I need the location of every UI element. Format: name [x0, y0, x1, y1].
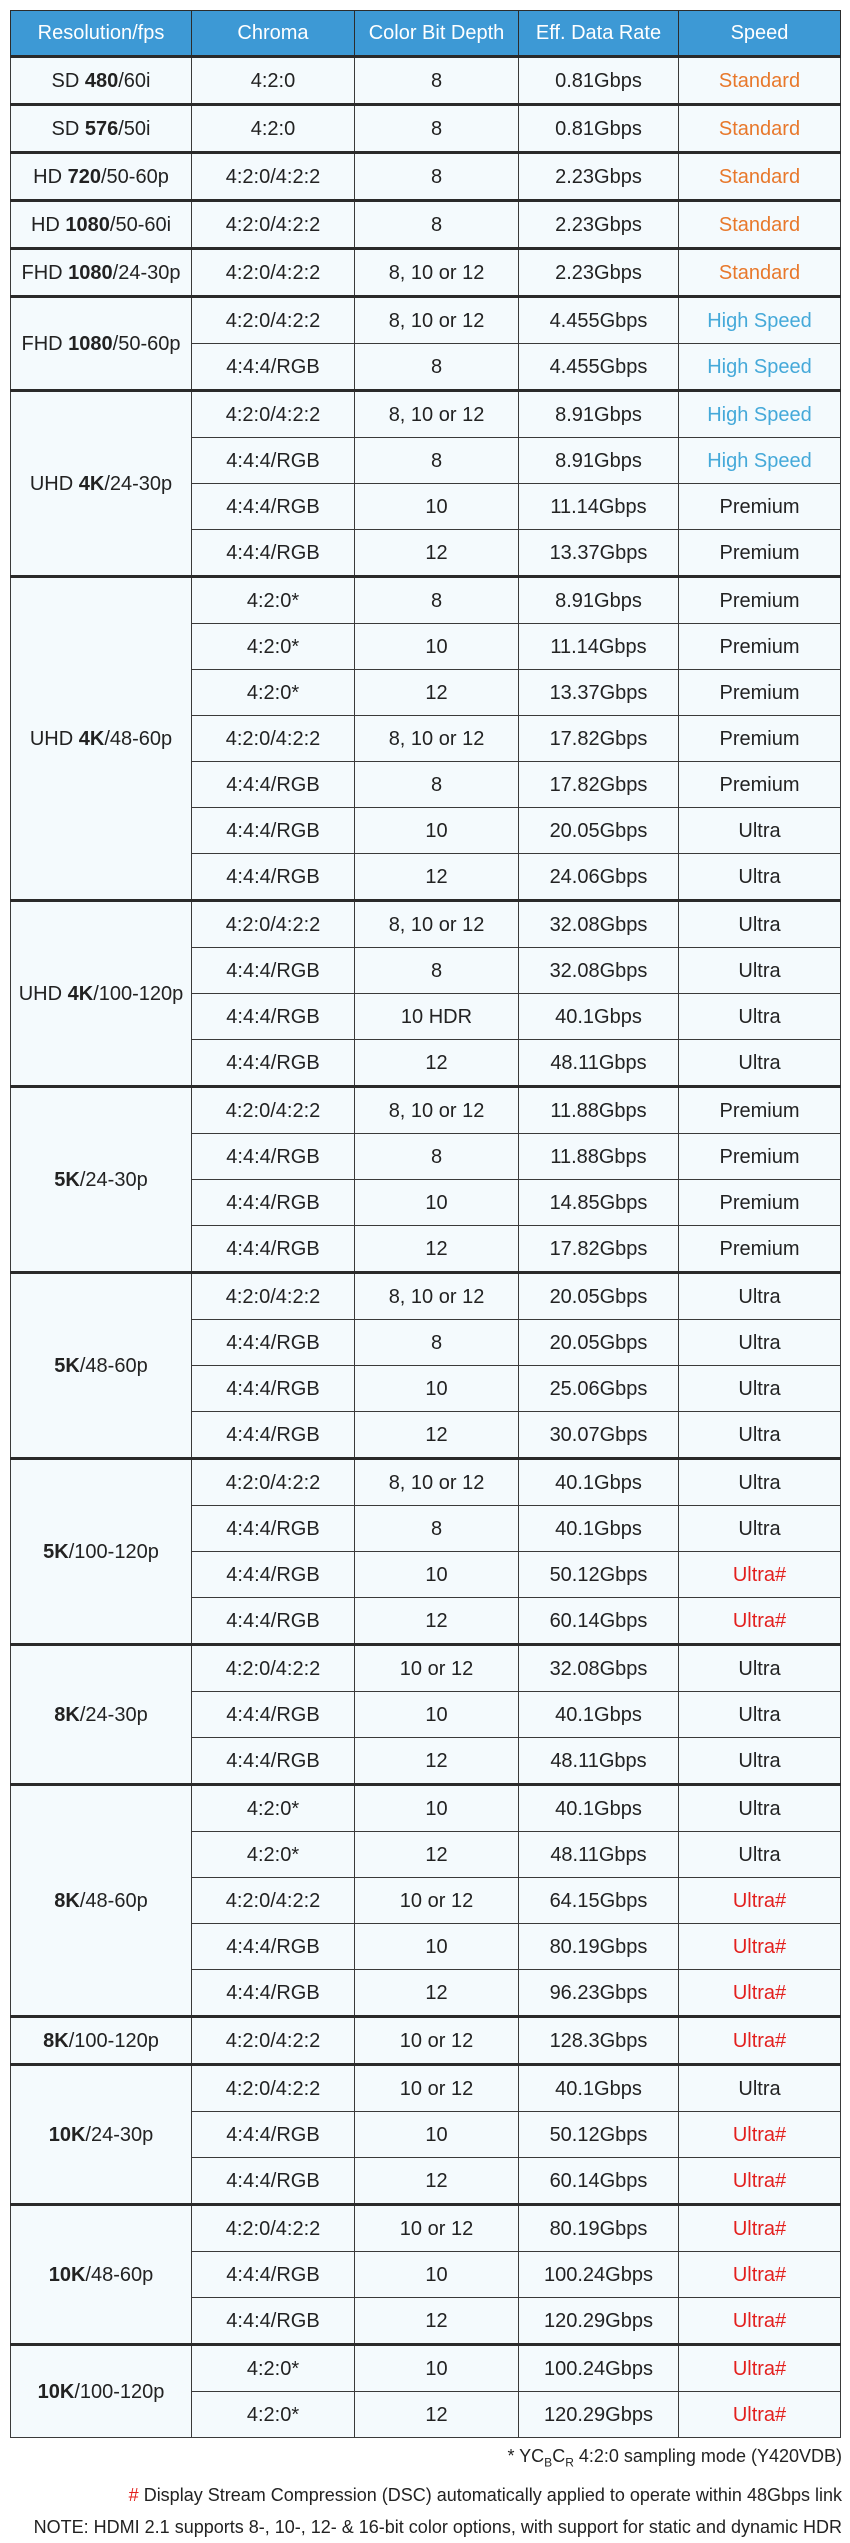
data-rate-cell: 120.29Gbps [519, 2392, 679, 2438]
speed-cell: Premium [679, 1180, 841, 1226]
table-row [11, 1273, 841, 1320]
data-rate-cell: 40.1Gbps [519, 1692, 679, 1738]
bit-depth-cell: 10 [355, 1692, 519, 1738]
table-row [11, 249, 841, 297]
speed-cell: Ultra# [679, 2298, 841, 2345]
bit-depth-cell: 8, 10 or 12 [355, 716, 519, 762]
chroma-cell: 4:4:4/RGB [192, 1226, 355, 1273]
data-rate-cell: 14.85Gbps [519, 1180, 679, 1226]
chroma-cell: 4:2:0/4:2:2 [192, 2205, 355, 2252]
chroma-cell: 4:4:4/RGB [192, 854, 355, 901]
bit-depth-cell: 10 [355, 1924, 519, 1970]
resolution-cell: HD 720/50-60p [11, 153, 192, 201]
resolution-cell: 8K/100-120p [11, 2017, 192, 2065]
bit-depth-cell: 8 [355, 344, 519, 391]
data-rate-cell: 40.1Gbps [519, 1785, 679, 1832]
bit-depth-cell: 8 [355, 948, 519, 994]
data-rate-cell: 4.455Gbps [519, 344, 679, 391]
chroma-cell: 4:2:0/4:2:2 [192, 2065, 355, 2112]
chroma-cell: 4:2:0* [192, 624, 355, 670]
header-row [11, 11, 841, 57]
data-rate-cell: 50.12Gbps [519, 1552, 679, 1598]
data-rate-cell: 80.19Gbps [519, 2205, 679, 2252]
data-rate-cell: 8.91Gbps [519, 577, 679, 624]
speed-cell: Ultra# [679, 1598, 841, 1645]
chroma-cell: 4:4:4/RGB [192, 1692, 355, 1738]
chroma-cell: 4:4:4/RGB [192, 2298, 355, 2345]
data-rate-cell: 20.05Gbps [519, 1320, 679, 1366]
speed-cell: Standard [679, 105, 841, 153]
data-rate-cell: 24.06Gbps [519, 854, 679, 901]
speed-cell: Premium [679, 484, 841, 530]
data-rate-cell: 2.23Gbps [519, 249, 679, 297]
speed-cell: Ultra [679, 994, 841, 1040]
table-body [11, 57, 841, 2438]
data-rate-cell: 4.455Gbps [519, 297, 679, 344]
bit-depth-cell: 10 [355, 484, 519, 530]
speed-cell: Ultra [679, 1785, 841, 1832]
bit-depth-cell: 10 or 12 [355, 2205, 519, 2252]
bit-depth-cell: 12 [355, 2158, 519, 2205]
header-resolution: Resolution/fps [11, 11, 192, 57]
data-rate-cell: 100.24Gbps [519, 2252, 679, 2298]
header-bit-depth: Color Bit Depth [355, 11, 519, 57]
chroma-cell: 4:2:0 [192, 105, 355, 153]
table-row [11, 57, 841, 105]
speed-cell: High Speed [679, 297, 841, 344]
data-rate-cell: 32.08Gbps [519, 1645, 679, 1692]
data-rate-cell: 17.82Gbps [519, 762, 679, 808]
chroma-cell: 4:2:0/4:2:2 [192, 1878, 355, 1924]
chroma-cell: 4:4:4/RGB [192, 344, 355, 391]
resolution-cell: UHD 4K/48-60p [11, 577, 192, 901]
data-rate-cell: 120.29Gbps [519, 2298, 679, 2345]
speed-cell: Ultra [679, 1412, 841, 1459]
chroma-cell: 4:2:0/4:2:2 [192, 1645, 355, 1692]
speed-cell: Premium [679, 1134, 841, 1180]
table-row [11, 1087, 841, 1134]
speed-cell: Ultra [679, 2065, 841, 2112]
data-rate-cell: 40.1Gbps [519, 1459, 679, 1506]
bit-depth-cell: 8 [355, 57, 519, 105]
bit-depth-cell: 8, 10 or 12 [355, 1459, 519, 1506]
data-rate-cell: 80.19Gbps [519, 1924, 679, 1970]
data-rate-cell: 30.07Gbps [519, 1412, 679, 1459]
bit-depth-cell: 8 [355, 1134, 519, 1180]
footnote-ycbcr: * $YC_BC_R$ 4:2:0 sampling mode (Y420VDB) [507, 2446, 842, 2470]
resolution-cell: HD 1080/50-60i [11, 201, 192, 249]
data-rate-cell: 40.1Gbps [519, 1506, 679, 1552]
bit-depth-cell: 8 [355, 762, 519, 808]
chroma-cell: 4:2:0* [192, 2345, 355, 2392]
speed-cell: Premium [679, 1087, 841, 1134]
data-rate-cell: 13.37Gbps [519, 670, 679, 716]
chroma-cell: 4:4:4/RGB [192, 2112, 355, 2158]
bit-depth-cell: 8, 10 or 12 [355, 297, 519, 344]
bit-depth-cell: 10 [355, 2112, 519, 2158]
speed-cell: Ultra# [679, 2017, 841, 2065]
bit-depth-cell: 8, 10 or 12 [355, 901, 519, 948]
speed-cell: Ultra [679, 1692, 841, 1738]
chroma-cell: 4:2:0/4:2:2 [192, 716, 355, 762]
chroma-cell: 4:4:4/RGB [192, 994, 355, 1040]
table-row [11, 153, 841, 201]
chroma-cell: 4:4:4/RGB [192, 1320, 355, 1366]
chroma-cell: 4:4:4/RGB [192, 1506, 355, 1552]
chroma-cell: 4:4:4/RGB [192, 438, 355, 484]
chroma-cell: 4:2:0/4:2:2 [192, 201, 355, 249]
data-rate-cell: 100.24Gbps [519, 2345, 679, 2392]
table-row [11, 901, 841, 948]
bit-depth-cell: 12 [355, 1040, 519, 1087]
bit-depth-cell: 10 [355, 624, 519, 670]
chroma-cell: 4:4:4/RGB [192, 808, 355, 854]
header-chroma: Chroma [192, 11, 355, 57]
speed-cell: Ultra# [679, 2392, 841, 2438]
resolution-cell: 5K/24-30p [11, 1087, 192, 1273]
table-row [11, 201, 841, 249]
speed-cell: Ultra [679, 1832, 841, 1878]
data-rate-cell: 0.81Gbps [519, 57, 679, 105]
speed-cell: High Speed [679, 344, 841, 391]
resolution-cell: SD 480/60i [11, 57, 192, 105]
data-rate-cell: 0.81Gbps [519, 105, 679, 153]
bit-depth-cell: 8, 10 or 12 [355, 249, 519, 297]
speed-cell: High Speed [679, 391, 841, 438]
resolution-cell: 8K/48-60p [11, 1785, 192, 2017]
resolution-cell: 10K/24-30p [11, 2065, 192, 2205]
bit-depth-cell: 12 [355, 1832, 519, 1878]
table-row [11, 2017, 841, 2065]
resolution-cell: UHD 4K/100-120p [11, 901, 192, 1087]
speed-cell: Ultra [679, 1459, 841, 1506]
data-rate-cell: 40.1Gbps [519, 994, 679, 1040]
bit-depth-cell: 10 [355, 2345, 519, 2392]
chroma-cell: 4:2:0/4:2:2 [192, 1087, 355, 1134]
chroma-cell: 4:4:4/RGB [192, 2158, 355, 2205]
chroma-cell: 4:4:4/RGB [192, 1924, 355, 1970]
bit-depth-cell: 10 or 12 [355, 2017, 519, 2065]
bit-depth-cell: 10 [355, 1366, 519, 1412]
chroma-cell: 4:2:0/4:2:2 [192, 901, 355, 948]
data-rate-cell: 11.14Gbps [519, 484, 679, 530]
resolution-cell: 8K/24-30p [11, 1645, 192, 1785]
chroma-cell: 4:2:0* [192, 670, 355, 716]
table-row [11, 577, 841, 624]
speed-cell: Premium [679, 577, 841, 624]
bit-depth-cell: 8 [355, 153, 519, 201]
speed-cell: Ultra# [679, 2345, 841, 2392]
chroma-cell: 4:2:0/4:2:2 [192, 153, 355, 201]
bit-depth-cell: 12 [355, 1738, 519, 1785]
data-rate-cell: 2.23Gbps [519, 201, 679, 249]
chroma-cell: 4:2:0/4:2:2 [192, 249, 355, 297]
speed-cell: Premium [679, 530, 841, 577]
data-rate-cell: 11.14Gbps [519, 624, 679, 670]
chroma-cell: 4:2:0* [192, 577, 355, 624]
speed-cell: Ultra [679, 1040, 841, 1087]
bit-depth-cell: 12 [355, 530, 519, 577]
chroma-cell: 4:4:4/RGB [192, 1040, 355, 1087]
data-rate-cell: 17.82Gbps [519, 1226, 679, 1273]
bit-depth-cell: 10 [355, 1785, 519, 1832]
speed-cell: Standard [679, 201, 841, 249]
bit-depth-cell: 8 [355, 1320, 519, 1366]
resolution-cell: 10K/100-120p [11, 2345, 192, 2438]
resolution-cell: 5K/48-60p [11, 1273, 192, 1459]
data-rate-cell: 40.1Gbps [519, 2065, 679, 2112]
speed-cell: Ultra [679, 1645, 841, 1692]
data-rate-cell: 60.14Gbps [519, 1598, 679, 1645]
header-speed: Speed [679, 11, 841, 57]
chroma-cell: 4:2:0/4:2:2 [192, 391, 355, 438]
speed-cell: Ultra# [679, 1878, 841, 1924]
header-data-rate: Eff. Data Rate [519, 11, 679, 57]
speed-cell: Standard [679, 249, 841, 297]
speed-cell: Ultra [679, 901, 841, 948]
speed-cell: Premium [679, 716, 841, 762]
chroma-cell: 4:2:0* [192, 1785, 355, 1832]
speed-cell: Premium [679, 762, 841, 808]
speed-cell: Standard [679, 153, 841, 201]
bit-depth-cell: 8 [355, 1506, 519, 1552]
bit-depth-cell: 8, 10 or 12 [355, 391, 519, 438]
data-rate-cell: 48.11Gbps [519, 1738, 679, 1785]
data-rate-cell: 8.91Gbps [519, 391, 679, 438]
data-rate-cell: 13.37Gbps [519, 530, 679, 577]
bit-depth-cell: 10 [355, 1180, 519, 1226]
bit-depth-cell: 10 or 12 [355, 2065, 519, 2112]
chroma-cell: 4:2:0/4:2:2 [192, 297, 355, 344]
chroma-cell: 4:4:4/RGB [192, 1552, 355, 1598]
bit-depth-cell: 12 [355, 2392, 519, 2438]
data-rate-cell: 48.11Gbps [519, 1832, 679, 1878]
data-rate-cell: 11.88Gbps [519, 1134, 679, 1180]
table-row [11, 297, 841, 344]
bit-depth-cell: 12 [355, 854, 519, 901]
bit-depth-cell: 10 [355, 808, 519, 854]
chroma-cell: 4:4:4/RGB [192, 1412, 355, 1459]
speed-cell: Standard [679, 57, 841, 105]
speed-cell: Ultra [679, 1506, 841, 1552]
bit-depth-cell: 8, 10 or 12 [355, 1087, 519, 1134]
bit-depth-cell: 10 [355, 1552, 519, 1598]
table-row [11, 2065, 841, 2112]
speed-cell: High Speed [679, 438, 841, 484]
data-rate-cell: 128.3Gbps [519, 2017, 679, 2065]
resolution-cell: 5K/100-120p [11, 1459, 192, 1645]
speed-cell: Ultra# [679, 2112, 841, 2158]
data-rate-cell: 50.12Gbps [519, 2112, 679, 2158]
resolution-cell: FHD 1080/24-30p [11, 249, 192, 297]
chroma-cell: 4:4:4/RGB [192, 484, 355, 530]
chroma-cell: 4:4:4/RGB [192, 1180, 355, 1226]
bit-depth-cell: 8 [355, 438, 519, 484]
data-rate-cell: 17.82Gbps [519, 716, 679, 762]
bit-depth-cell: 8, 10 or 12 [355, 1273, 519, 1320]
bit-depth-cell: 12 [355, 670, 519, 716]
chroma-cell: 4:2:0* [192, 2392, 355, 2438]
resolution-cell: FHD 1080/50-60p [11, 297, 192, 391]
speed-cell: Premium [679, 1226, 841, 1273]
resolution-cell: 10K/48-60p [11, 2205, 192, 2345]
bit-depth-cell: 10 [355, 2252, 519, 2298]
chroma-cell: 4:4:4/RGB [192, 1598, 355, 1645]
data-rate-cell: 25.06Gbps [519, 1366, 679, 1412]
speed-cell: Premium [679, 670, 841, 716]
chroma-cell: 4:4:4/RGB [192, 530, 355, 577]
table-row [11, 2205, 841, 2252]
speed-cell: Ultra# [679, 2205, 841, 2252]
data-rate-cell: 48.11Gbps [519, 1040, 679, 1087]
bit-depth-cell: 12 [355, 1412, 519, 1459]
bit-depth-cell: 10 HDR [355, 994, 519, 1040]
speed-cell: Ultra [679, 1320, 841, 1366]
resolution-cell: UHD 4K/24-30p [11, 391, 192, 577]
chroma-cell: 4:4:4/RGB [192, 1970, 355, 2017]
chroma-cell: 4:2:0 [192, 57, 355, 105]
bit-depth-cell: 12 [355, 1970, 519, 2017]
table-row [11, 1785, 841, 1832]
bit-depth-cell: 8 [355, 201, 519, 249]
bit-depth-cell: 12 [355, 2298, 519, 2345]
resolution-cell: SD 576/50i [11, 105, 192, 153]
chroma-cell: 4:4:4/RGB [192, 2252, 355, 2298]
data-rate-cell: 20.05Gbps [519, 808, 679, 854]
bit-depth-cell: 8 [355, 577, 519, 624]
data-rate-cell: 20.05Gbps [519, 1273, 679, 1320]
speed-cell: Ultra [679, 808, 841, 854]
bit-depth-cell: 10 or 12 [355, 1645, 519, 1692]
chroma-cell: 4:4:4/RGB [192, 948, 355, 994]
bit-depth-cell: 12 [355, 1226, 519, 1273]
chroma-cell: 4:2:0/4:2:2 [192, 2017, 355, 2065]
data-rate-cell: 96.23Gbps [519, 1970, 679, 2017]
speed-cell: Premium [679, 624, 841, 670]
speed-cell: Ultra [679, 948, 841, 994]
chroma-cell: 4:2:0/4:2:2 [192, 1459, 355, 1506]
chroma-cell: 4:4:4/RGB [192, 1738, 355, 1785]
footnote-hdmi: NOTE: HDMI 2.1 supports 8-, 10-, 12- & 16-bit color options, with support for static and dynamic HDR [33, 2516, 842, 2537]
bit-depth-cell: 12 [355, 1598, 519, 1645]
data-rate-cell: 60.14Gbps [519, 2158, 679, 2205]
speed-cell: Ultra# [679, 1924, 841, 1970]
bit-depth-cell: 10 or 12 [355, 1878, 519, 1924]
data-rate-cell: 8.91Gbps [519, 438, 679, 484]
bit-depth-cell: 8 [355, 105, 519, 153]
table-row [11, 2345, 841, 2392]
data-rate-cell: 32.08Gbps [519, 901, 679, 948]
speed-cell: Ultra [679, 1738, 841, 1785]
speed-cell: Ultra [679, 854, 841, 901]
chroma-cell: 4:4:4/RGB [192, 1366, 355, 1412]
speed-cell: Ultra# [679, 1552, 841, 1598]
data-rate-cell: 2.23Gbps [519, 153, 679, 201]
chroma-cell: 4:2:0/4:2:2 [192, 1273, 355, 1320]
chroma-cell: 4:2:0* [192, 1832, 355, 1878]
table-row [11, 391, 841, 438]
footnote-dsc: # Display Stream Compression (DSC) automatically applied to operate within 48Gbps link [128, 2484, 842, 2505]
data-rate-cell: 32.08Gbps [519, 948, 679, 994]
footnotes [0, 2440, 842, 2543]
table-row [11, 1459, 841, 1506]
speed-cell: Ultra# [679, 2252, 841, 2298]
speed-cell: Ultra [679, 1366, 841, 1412]
table-row [11, 1645, 841, 1692]
speed-cell: Ultra# [679, 1970, 841, 2017]
chroma-cell: 4:4:4/RGB [192, 1134, 355, 1180]
speed-cell: Ultra# [679, 2158, 841, 2205]
data-rate-cell: 64.15Gbps [519, 1878, 679, 1924]
hdmi-spec-table [10, 10, 841, 2438]
chroma-cell: 4:4:4/RGB [192, 762, 355, 808]
table-row [11, 105, 841, 153]
data-rate-cell: 11.88Gbps [519, 1087, 679, 1134]
speed-cell: Ultra [679, 1273, 841, 1320]
